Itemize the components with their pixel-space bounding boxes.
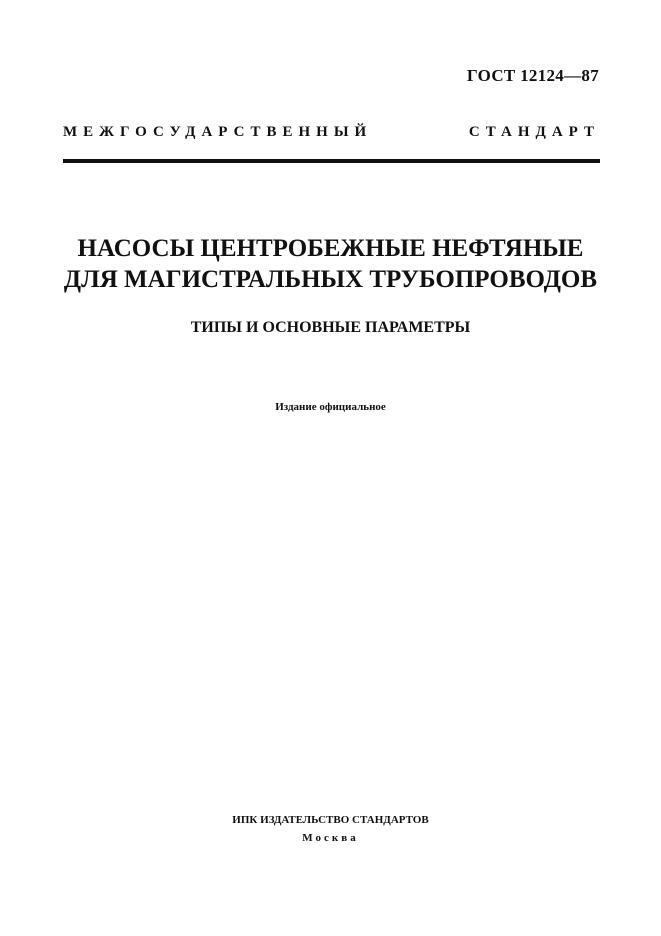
standard-type-heading: МЕЖГОСУДАРСТВЕННЫЙ СТАНДАРТ	[63, 124, 600, 140]
document-number: ГОСТ 12124—87	[466, 66, 599, 85]
document-subtitle: ТИПЫ И ОСНОВНЫЕ ПАРАМЕТРЫ	[190, 319, 471, 336]
edition-note: Издание официальное	[275, 401, 386, 413]
document-title	[0, 233, 661, 295]
title-line-1: НАСОСЫ ЦЕНТРОБЕЖНЫЕ НЕФТЯНЫЕ	[77, 235, 584, 262]
publisher-city: Москва	[302, 832, 359, 844]
title-line-2: ДЛЯ МАГИСТРАЛЬНЫХ ТРУБОПРОВОДОВ	[63, 266, 598, 293]
header-divider	[63, 159, 600, 163]
publisher-name: ИПК ИЗДАТЕЛЬСТВО СТАНДАРТОВ	[232, 814, 429, 826]
